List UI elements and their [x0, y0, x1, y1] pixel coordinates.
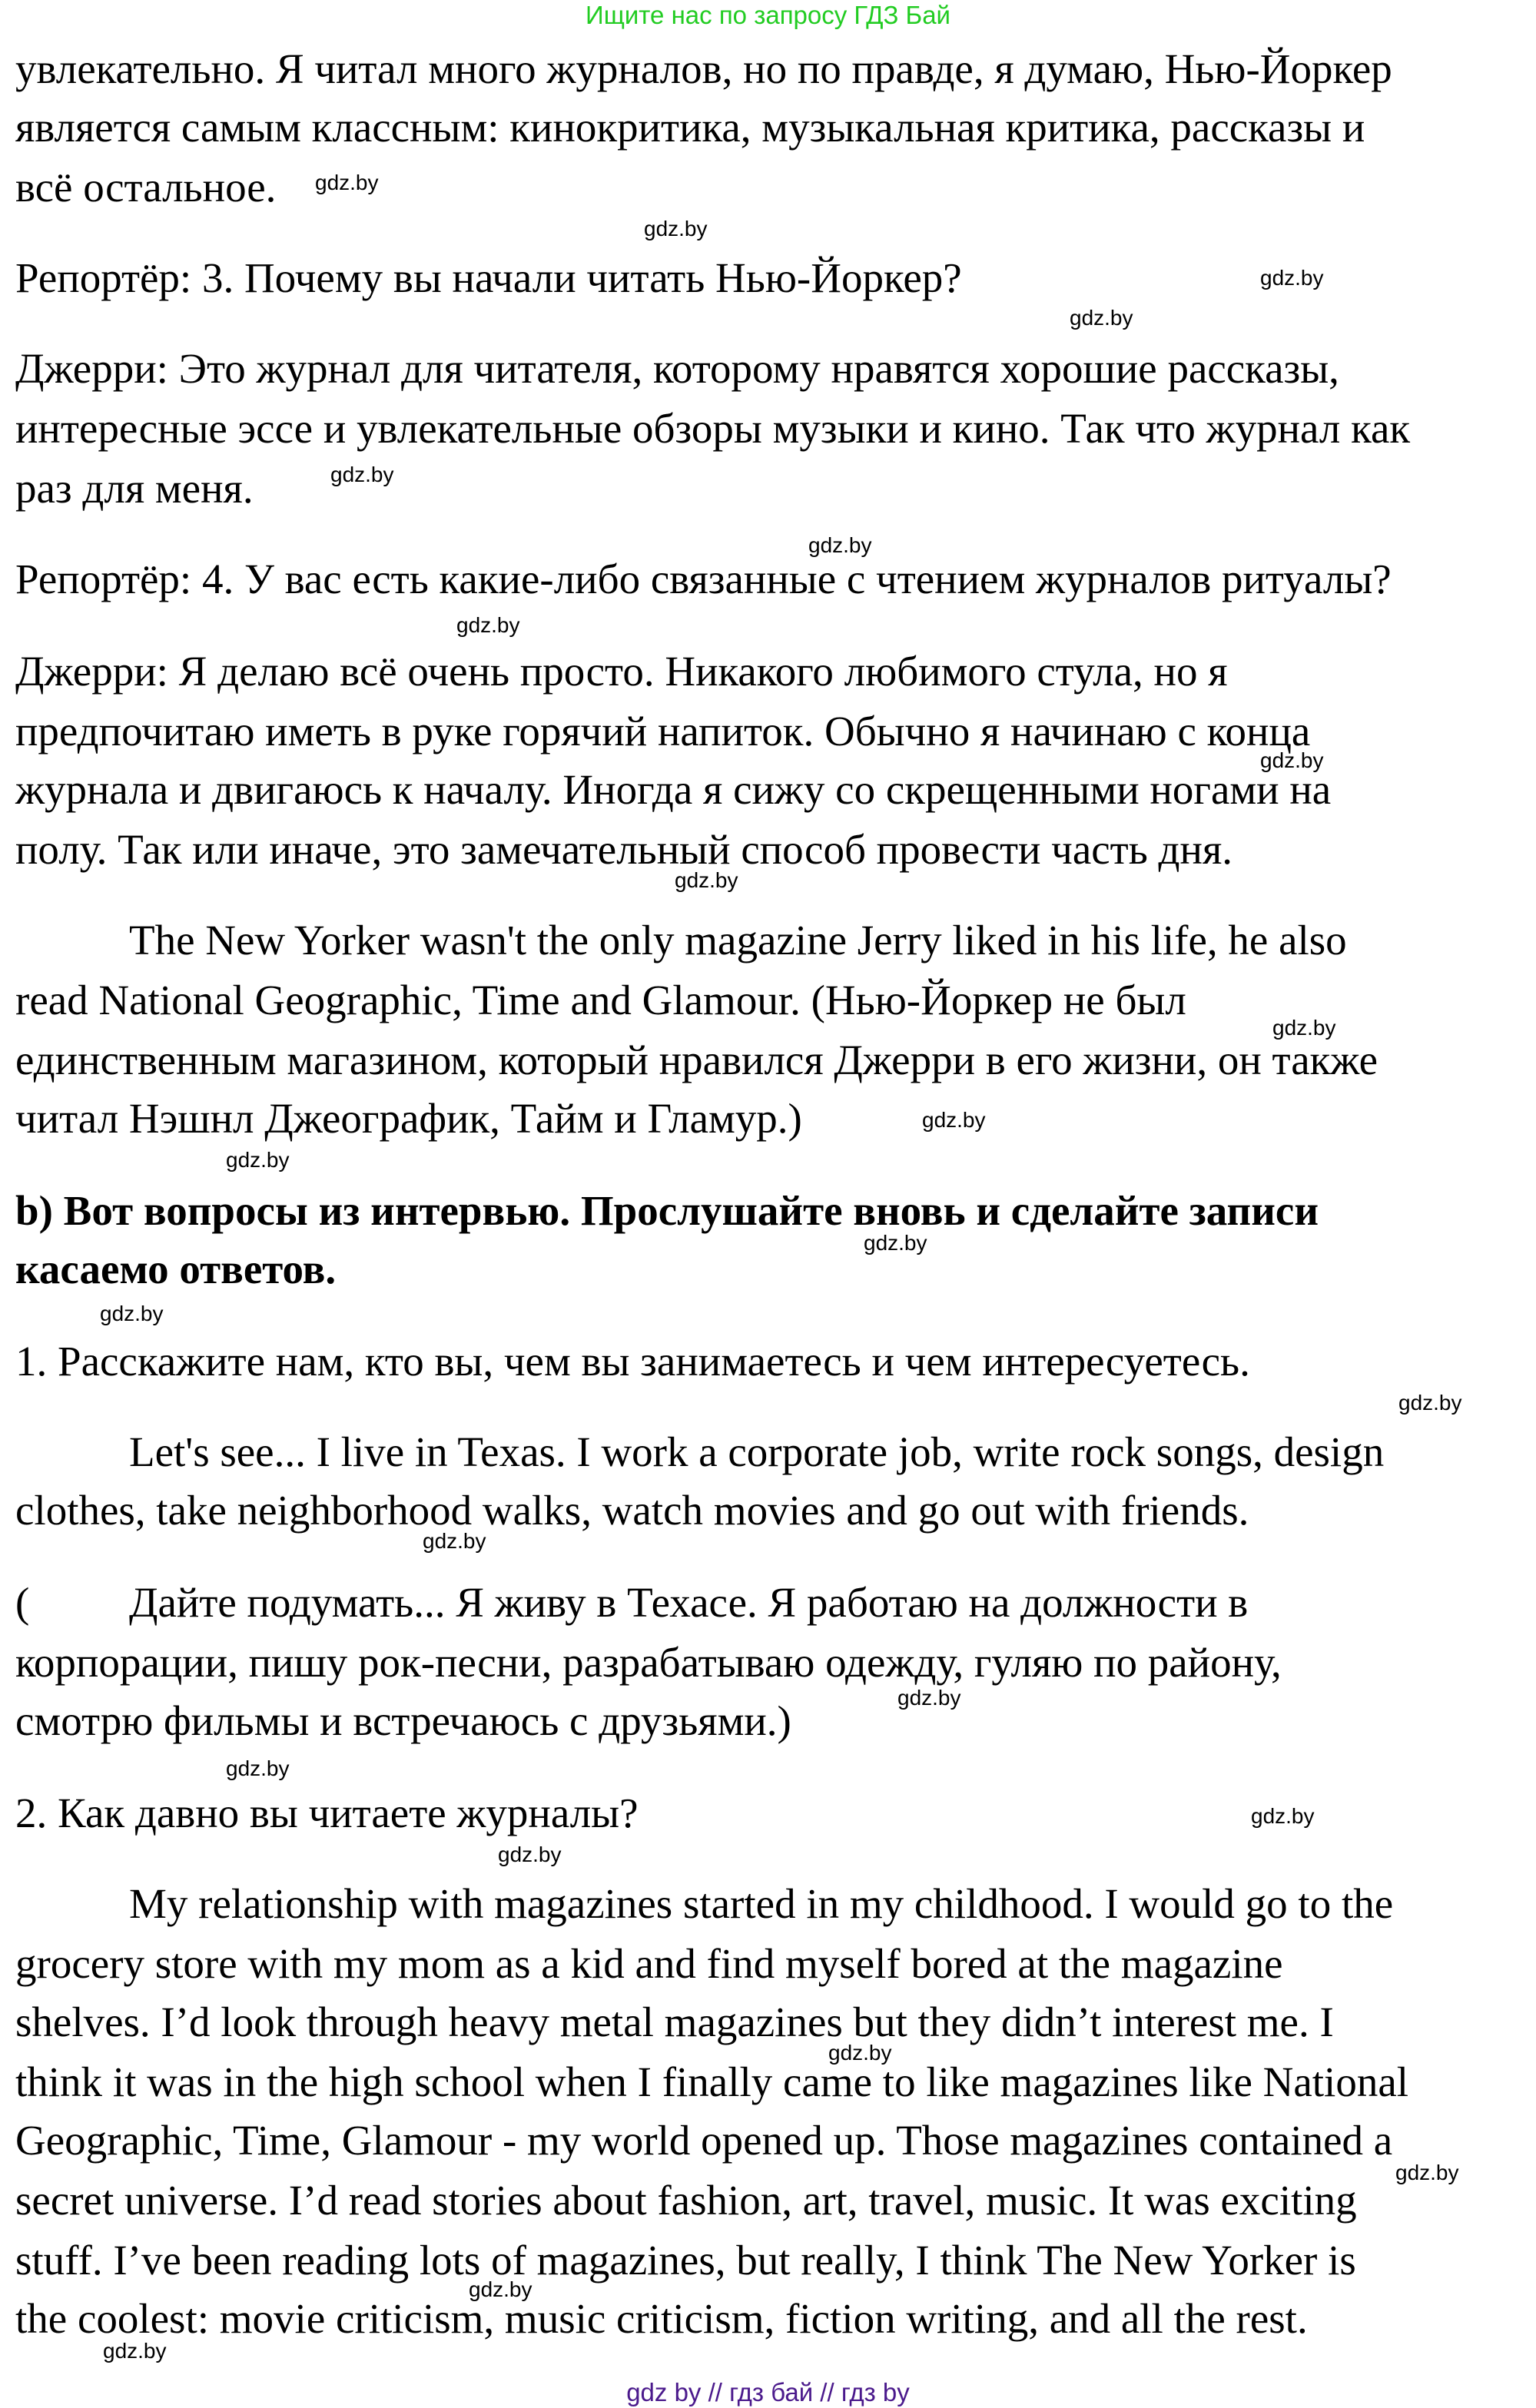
- text-line: Дайте подумать... Я живу в Техасе. Я работаю на должности в: [129, 1579, 1249, 1626]
- watermark: gdz.by: [423, 1529, 486, 1553]
- text-line: всё остальное.: [15, 164, 277, 211]
- watermark: gdz.by: [315, 171, 379, 194]
- text-line: grocery store with my mom as a kid and find myself bored at the magazine: [15, 1940, 1283, 1987]
- text-line: Let's see... I live in Texas. I work a corporate job, write rock songs, design: [129, 1428, 1385, 1475]
- text-line: stuff. I’ve been reading lots of magazines, but really, I think The New Yorker is: [15, 2237, 1356, 2284]
- watermark: gdz.by: [1251, 1804, 1315, 1828]
- text-line: Geographic, Time, Glamour - my world opened up. Those magazines contained a: [15, 2117, 1393, 2164]
- question-1: 1. Расскажите нам, кто вы, чем вы занимаетесь и чем интересуетесь.: [15, 1338, 1250, 1385]
- text-line: интересные эссе и увлекательные обзоры музыки и кино. Так что журнал как: [15, 405, 1411, 452]
- text-line: предпочитаю иметь в руке горячий напиток. Обычно я начинаю с конца: [15, 708, 1311, 755]
- text-line: раз для меня.: [15, 465, 254, 512]
- watermark: gdz.by: [100, 1302, 164, 1325]
- task-heading: b) Вот вопросы из интервью. Прослушайте вновь и сделайте записи: [15, 1187, 1319, 1234]
- text-line: shelves. I’d look through heavy metal magazines but they didn’t interest me. I: [15, 1998, 1334, 2045]
- footer-links[interactable]: gdz by // гдз бай // гдз by: [626, 2378, 910, 2406]
- watermark: gdz.by: [675, 868, 738, 892]
- watermark: gdz.by: [808, 533, 872, 557]
- reporter-question-4: Репортёр: 4. У вас есть какие-либо связанные с чтением журналов ритуалы?: [15, 556, 1392, 602]
- watermark: gdz.by: [1272, 1016, 1336, 1040]
- watermark: gdz.by: [103, 2339, 167, 2363]
- watermark: gdz.by: [1260, 748, 1324, 772]
- text-line: My relationship with magazines started in my childhood. I would go to the: [129, 1880, 1394, 1927]
- text-line: полу. Так или иначе, это замечательный способ провести часть дня.: [15, 826, 1232, 873]
- watermark: gdz.by: [1260, 266, 1324, 290]
- text-line: журнала и двигаюсь к началу. Иногда я сижу со скрещенными ногами на: [15, 766, 1332, 813]
- text-line: смотрю фильмы и встречаюсь с друзьями.): [15, 1697, 791, 1744]
- watermark: gdz.by: [456, 613, 520, 637]
- watermark: gdz.by: [922, 1108, 986, 1132]
- text-line: Джерри: Это журнал для читателя, которому нравятся хорошие рассказы,: [15, 345, 1339, 392]
- watermark: gdz.by: [897, 1686, 961, 1710]
- text-line: читал Нэшнл Джеографик, Тайм и Гламур.): [15, 1095, 802, 1142]
- watermark: gdz.by: [469, 2277, 532, 2301]
- task-heading: касаемо ответов.: [15, 1245, 337, 1292]
- text-line: увлекательно. Я читал много журналов, но по правде, я думаю, Нью-Йоркер: [15, 45, 1392, 92]
- text-line: является самым классным: кинокритика, музыкальная критика, рассказы и: [15, 104, 1365, 151]
- watermark: gdz.by: [828, 2041, 892, 2065]
- text-line: the coolest: movie criticism, music criticism, fiction writing, and all the rest.: [15, 2295, 1308, 2342]
- question-2: 2. Как давно вы читаете журналы?: [15, 1789, 639, 1836]
- text-line: read National Geographic, Time and Glamour. (Нью-Йоркер не был: [15, 977, 1186, 1023]
- text-line: think it was in the high school when I finally came to like magazines like National: [15, 2058, 1409, 2105]
- watermark: gdz.by: [1395, 2161, 1459, 2184]
- text-line: secret universe. I’d read stories about fashion, art, travel, music. It was exciting: [15, 2177, 1357, 2224]
- watermark: gdz.by: [644, 217, 708, 240]
- text-line: единственным магазином, который нравился Джерри в его жизни, он также: [15, 1037, 1378, 1083]
- watermark: gdz.by: [864, 1231, 927, 1255]
- text-line: (: [15, 1579, 30, 1626]
- reporter-question-3: Репортёр: 3. Почему вы начали читать Нью-Йоркер?: [15, 254, 962, 301]
- watermark: gdz.by: [1070, 306, 1133, 330]
- watermark: gdz.by: [226, 1756, 290, 1780]
- watermark: gdz.by: [1398, 1391, 1462, 1415]
- watermark: gdz.by: [498, 1842, 562, 1866]
- text-line: clothes, take neighborhood walks, watch movies and go out with friends.: [15, 1487, 1249, 1534]
- text-line: Джерри: Я делаю всё очень просто. Никакого любимого стула, но я: [15, 648, 1228, 695]
- text-line: корпорации, пишу рок-песни, разрабатываю одежду, гуляю по району,: [15, 1639, 1282, 1686]
- watermark: gdz.by: [330, 463, 394, 486]
- text-line: The New Yorker wasn't the only magazine Jerry liked in his life, he also: [129, 917, 1347, 964]
- header-banner[interactable]: Ищите нас по запросу ГДЗ Бай: [586, 1, 950, 29]
- watermark: gdz.by: [226, 1148, 290, 1172]
